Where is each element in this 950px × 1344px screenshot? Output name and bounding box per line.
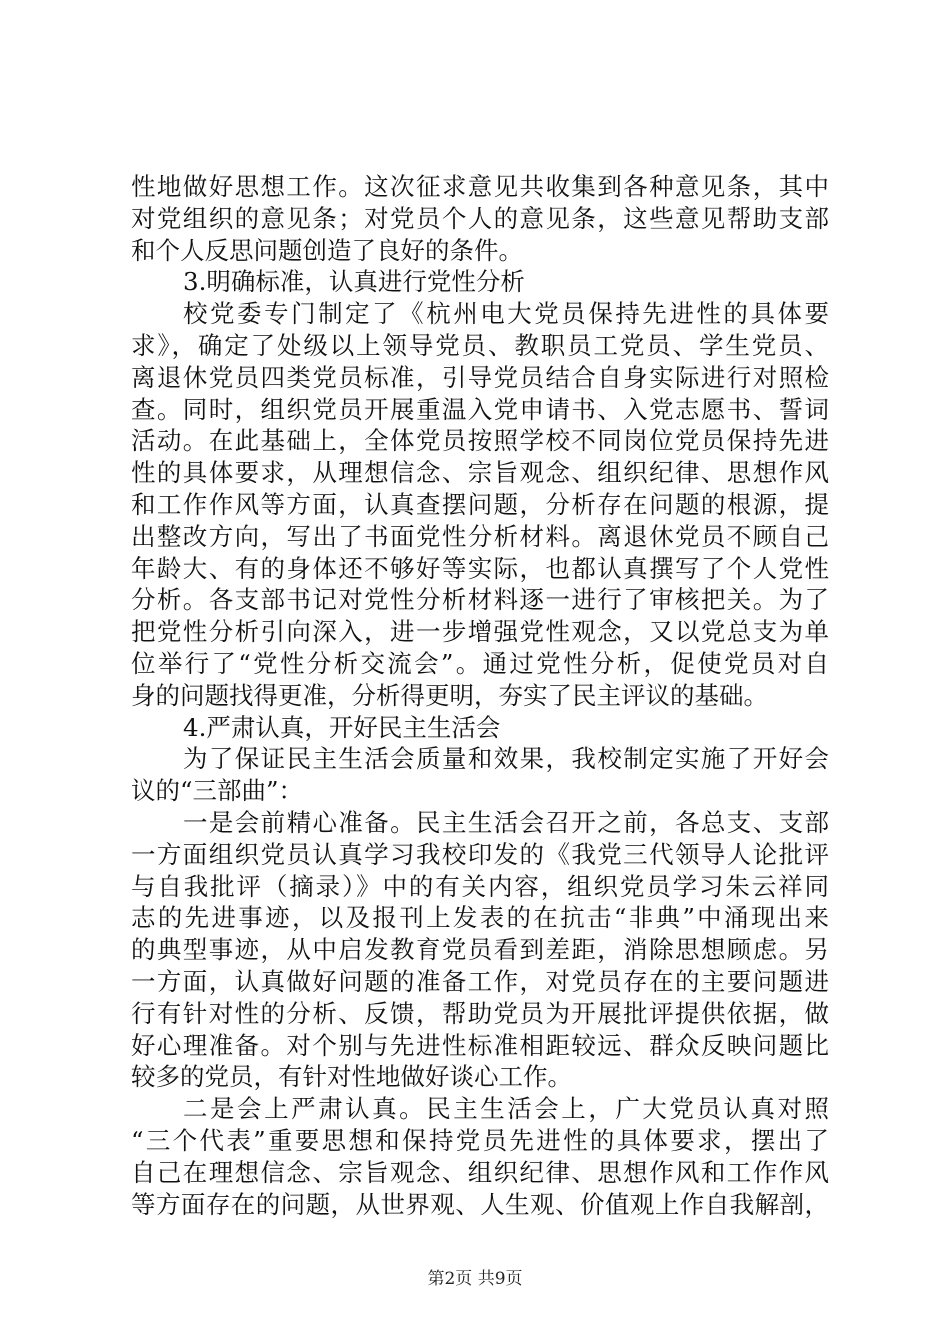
text-line: 一方面组织党员认真学习我校印发的《我党三代领导人论批评	[131, 839, 829, 869]
text-line: 身的问题找得更准，分析得更明，夯实了民主评议的基础。	[131, 680, 768, 710]
text-line: 3.明确标准，认真进行党性分析	[183, 267, 525, 297]
text-line: 性的具体要求，从理想信念、宗旨观念、组织纪律、思想作风	[131, 458, 829, 488]
text-line: “三个代表”重要思想和保持党员先进性的具体要求，摆出了	[131, 1125, 829, 1155]
text-line: 二是会上严肃认真。民主生活会上，广大党员认真对照	[183, 1094, 829, 1124]
document-body	[131, 171, 829, 1220]
page-footer: 第2页 共9页	[427, 1269, 523, 1289]
text-line: 求》，确定了处级以上领导党员、教职员工党员、学生党员、	[131, 330, 829, 360]
text-line: 与自我批评（摘录）》中的有关内容，组织党员学习朱云祥同	[131, 871, 829, 901]
text-line: 分析。各支部书记对党性分析材料逐一进行了审核把关。为了	[131, 585, 829, 615]
text-line: 性地做好思想工作。这次征求意见共收集到各种意见条，其中	[131, 172, 829, 201]
text-line: 行有针对性的分析、反馈，帮助党员为开展批评提供依据，做	[131, 998, 829, 1028]
text-line: 离退休党员四类党员标准，引导党员结合自身实际进行对照检	[131, 362, 829, 392]
text-line: 校党委专门制定了《杭州电大党员保持先进性的具体要	[183, 299, 829, 329]
text-line: 一是会前精心准备。民主生活会召开之前，各总支、支部	[183, 807, 829, 837]
text-line: 对党组织的意见条；对党员个人的意见条，这些意见帮助支部	[131, 203, 829, 233]
text-line: 为了保证民主生活会质量和效果，我校制定实施了开好会	[183, 744, 829, 774]
text-line: 等方面存在的问题，从世界观、人生观、价值观上作自我解剖，	[131, 1189, 829, 1219]
text-line: 志的先进事迹，以及报刊上发表的在抗击“非典”中涌现出来	[131, 903, 829, 933]
text-line: 活动。在此基础上，全体党员按照学校不同岗位党员保持先进	[131, 426, 829, 456]
text-line: 位举行了“党性分析交流会”。通过党性分析，促使党员对自	[131, 648, 829, 678]
text-line: 一方面，认真做好问题的准备工作，对党员存在的主要问题进	[131, 966, 829, 996]
text-line: 年龄大、有的身体还不够好等实际，也都认真撰写了个人党性	[131, 553, 829, 583]
text-line: 出整改方向，写出了书面党性分析材料。离退休党员不顾自己	[131, 521, 829, 551]
text-line: 和个人反思问题创造了良好的条件。	[131, 235, 523, 265]
text-line: 查。同时，组织党员开展重温入党申请书、入党志愿书、誓词	[131, 394, 829, 424]
text-line: 议的“三部曲”：	[131, 776, 304, 806]
text-line: 和工作作风等方面，认真查摆问题，分析存在问题的根源，提	[131, 489, 829, 519]
text-line: 自己在理想信念、宗旨观念、组织纪律、思想作风和工作作风	[131, 1157, 829, 1187]
text-line: 较多的党员，有针对性地做好谈心工作。	[131, 1062, 572, 1092]
text-line: 的典型事迹，从中启发教育党员看到差距，消除思想顾虑。另	[131, 935, 829, 965]
text-line: 4.严肃认真，开好民主生活会	[183, 712, 501, 742]
text-line: 好心理准备。对个别与先进性标准相距较远、群众反映问题比	[131, 1030, 829, 1060]
text-line: 把党性分析引向深入，进一步增强党性观念，又以党总支为单	[131, 617, 829, 647]
